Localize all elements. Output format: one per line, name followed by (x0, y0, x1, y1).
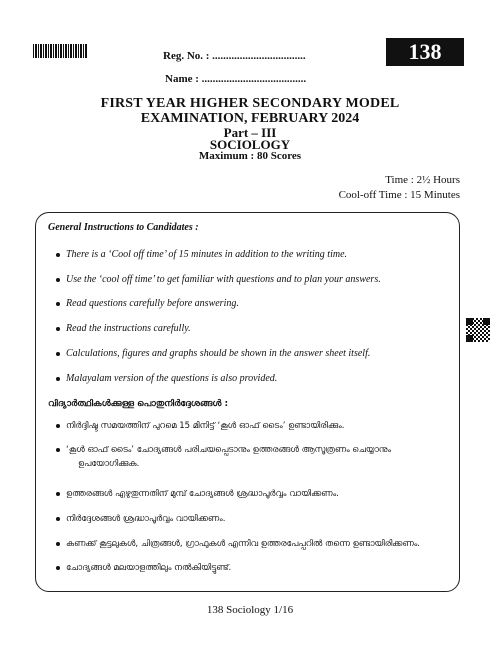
malayalam-instruction-item: ‘കൂൾ ഓഫ് ടൈം’ ചോദ്യങ്ങൾ പരിചയപ്പെടാനും ഉത്തരങ്ങൾ ആസൂത്രണം ചെയ്യാനും (56, 445, 391, 455)
instruction-item: Calculations, figures and graphs should be shown in the answer sheet itself. (56, 348, 370, 359)
instruction-item: Use the ‘cool off time’ to get familiar with questions and to plan your answers. (56, 274, 381, 285)
malayalam-instruction-item: ചോദ്യങ്ങൾ മലയാളത്തിലും നൽകിയിട്ടുണ്ട്. (56, 563, 231, 573)
cool-off-time: Cool-off Time : 15 Minutes (338, 189, 460, 201)
page-footer: 138 Sociology 1/16 (206, 604, 294, 616)
qr-code (466, 318, 490, 342)
exam-subject: SOCIOLOGY (209, 137, 291, 152)
malayalam-instruction-item: കണക്ക് കൂട്ടലുകൾ, ചിത്രങ്ങൾ, ഗ്രാഫുകൾ എന്നിവ ഉത്തരപേപ്പറിൽ തന്നെ ഉണ്ടായിരിക്കണം. (56, 539, 420, 549)
instruction-item: Malayalam version of the questions is also provided. (56, 373, 277, 384)
malayalam-instruction-continued: ഉപയോഗിക്കുക. (78, 459, 140, 469)
instruction-item: There is a ‘Cool off time’ of 15 minutes in addition to the writing time. (56, 249, 347, 260)
instructions-title: General Instructions to Candidates : (48, 222, 199, 233)
paper-code-badge: 138 (386, 38, 464, 66)
instruction-item: Read the instructions carefully. (56, 323, 191, 334)
barcode (33, 44, 87, 58)
exam-maximum: Maximum : 80 Scores (198, 150, 302, 162)
exam-time: Time : 2½ Hours (385, 174, 460, 186)
name-field: Name : ...................................... (165, 73, 307, 85)
malayalam-instruction-item: ഉത്തരങ്ങൾ എഴുതുന്നതിന് മുമ്പ് ചോദ്യങ്ങൾ ശ്രദ്ധാപൂർവ്വം വായിക്കണം. (56, 489, 339, 499)
exam-title-line1: FIRST YEAR HIGHER SECONDARY MODEL (100, 96, 400, 111)
exam-title-line2: EXAMINATION, FEBRUARY 2024 (140, 111, 360, 126)
malayalam-instruction-item: നിർദ്ദേശങ്ങൾ ശ്രദ്ധാപൂർവ്വം വായിക്കണം. (56, 514, 225, 524)
exam-part: Part – III (223, 125, 277, 140)
malayalam-instructions-title: വിദ്യാർത്ഥികൾക്കുള്ള പൊതുനിർദ്ദേശങ്ങൾ : (48, 399, 229, 409)
reg-no-field: Reg. No. : .................................. (163, 50, 306, 62)
malayalam-instruction-item: നിർദ്ദിഷ്ട സമയത്തിന് പുറമെ 15 മിനിട്ട് ‘കൂൾ ഓഫ് ടൈം’ ഉണ്ടായിരിക്കും. (56, 421, 344, 431)
instruction-item: Read questions carefully before answering. (56, 298, 239, 309)
